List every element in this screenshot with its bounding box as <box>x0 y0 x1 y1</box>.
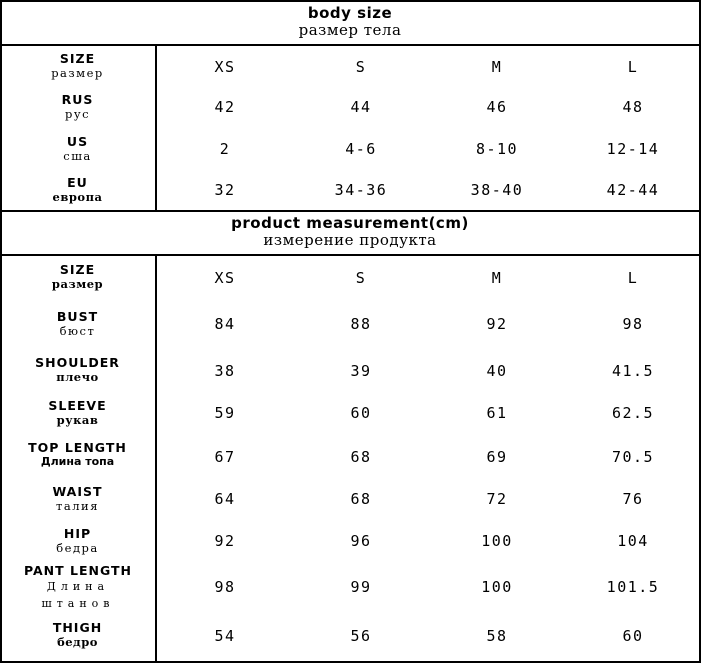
table-border-top <box>0 0 700 2</box>
row-label <box>0 621 155 649</box>
row-label-en: WAIST <box>52 484 103 499</box>
table-cell: 92 <box>214 532 236 550</box>
table-cell: 34-36 <box>334 181 388 199</box>
table-cell: 12-14 <box>606 140 660 158</box>
row-label-en: US <box>66 134 89 149</box>
table-cell: 46 <box>486 98 508 116</box>
row-label-en: PANT LENGTH <box>23 563 133 578</box>
table-cell: 60 <box>622 627 644 645</box>
table-cell: 100 <box>481 578 513 596</box>
table-cell: 104 <box>617 532 649 550</box>
section-divider <box>0 254 700 256</box>
table-cell: L <box>627 58 639 76</box>
row-label-ru: Длина топа <box>40 455 115 468</box>
table-cell: 72 <box>486 490 508 508</box>
section-title-en: body size <box>307 4 393 22</box>
table-cell: 62.5 <box>611 404 655 422</box>
table-cell: 68 <box>350 490 372 508</box>
table-cell: 39 <box>350 362 372 380</box>
row-label-en: BUST <box>56 309 99 324</box>
table-cell: 92 <box>486 315 508 333</box>
table-cell: 54 <box>214 627 236 645</box>
row-label-ru: талия <box>56 499 99 513</box>
row-label <box>8 564 148 612</box>
table-cell: 99 <box>350 578 372 596</box>
table-cell: 88 <box>350 315 372 333</box>
row-label <box>0 263 155 291</box>
table-cell: 48 <box>622 98 644 116</box>
row-label <box>0 176 155 204</box>
row-label <box>0 441 155 469</box>
row-label <box>0 52 155 80</box>
table-cell: 41.5 <box>611 362 655 380</box>
table-cell: 98 <box>622 315 644 333</box>
row-label-ru: европа <box>52 190 103 204</box>
row-label-en: RUS <box>61 92 94 107</box>
table-cell: 32 <box>214 181 236 199</box>
table-cell: L <box>627 269 639 287</box>
table-cell: 64 <box>214 490 236 508</box>
table-cell: 8-10 <box>475 140 519 158</box>
row-label <box>0 399 155 427</box>
section-divider <box>0 210 700 212</box>
row-label-en: TOP LENGTH <box>28 440 127 455</box>
table-cell: 67 <box>214 448 236 466</box>
row-label-ru: размер <box>51 66 104 80</box>
table-cell: 76 <box>622 490 644 508</box>
row-label-ru: бедро <box>57 635 98 649</box>
table-cell: 98 <box>214 578 236 596</box>
table-cell: 70.5 <box>611 448 655 466</box>
section-title-ru: размер тела <box>298 21 402 39</box>
row-label-ru: бедра <box>56 541 99 555</box>
row-label-ru: Длина штанов <box>41 580 115 610</box>
table-cell: 101.5 <box>606 578 660 596</box>
row-label-en: HIP <box>63 526 92 541</box>
table-cell: 96 <box>350 532 372 550</box>
table-cell: 40 <box>486 362 508 380</box>
table-cell: 84 <box>214 315 236 333</box>
row-label-en: SIZE <box>59 262 96 277</box>
table-cell: 60 <box>350 404 372 422</box>
row-label-ru: рус <box>64 107 91 121</box>
table-cell: M <box>491 58 503 76</box>
row-label-ru: рукав <box>56 413 99 427</box>
section-divider <box>0 44 700 46</box>
table-cell: S <box>355 58 367 76</box>
row-label <box>0 135 155 163</box>
row-label <box>0 356 155 384</box>
table-cell: 2 <box>219 140 231 158</box>
table-cell: M <box>491 269 503 287</box>
section-title-ru: измерение продукта <box>263 231 437 249</box>
row-label-ru: плечо <box>56 370 99 384</box>
row-label <box>0 527 155 555</box>
table-cell: 69 <box>486 448 508 466</box>
section-title <box>0 215 700 249</box>
row-label-en: SIZE <box>59 51 96 66</box>
table-cell: 38-40 <box>470 181 524 199</box>
table-cell: XS <box>214 269 236 287</box>
table-cell: XS <box>214 58 236 76</box>
section-title <box>0 5 700 39</box>
table-cell: 42-44 <box>606 181 660 199</box>
table-cell: 68 <box>350 448 372 466</box>
table-cell: 42 <box>214 98 236 116</box>
table-cell: S <box>355 269 367 287</box>
table-cell: 38 <box>214 362 236 380</box>
table-cell: 4-6 <box>345 140 377 158</box>
row-label-ru: сша <box>63 149 92 163</box>
row-label-ru: бюст <box>59 324 96 338</box>
row-label-en: SLEEVE <box>48 398 107 413</box>
table-cell: 61 <box>486 404 508 422</box>
row-label <box>0 485 155 513</box>
section-title-en: product measurement(cm) <box>231 214 469 232</box>
table-cell: 100 <box>481 532 513 550</box>
row-label-en: EU <box>67 175 88 190</box>
row-label-ru: размер <box>51 277 104 291</box>
table-cell: 44 <box>350 98 372 116</box>
row-label-en: THIGH <box>52 620 103 635</box>
table-cell: 59 <box>214 404 236 422</box>
table-cell: 56 <box>350 627 372 645</box>
row-label <box>0 93 155 121</box>
row-label-en: SHOULDER <box>35 355 120 370</box>
table-cell: 58 <box>486 627 508 645</box>
row-label <box>0 310 155 338</box>
